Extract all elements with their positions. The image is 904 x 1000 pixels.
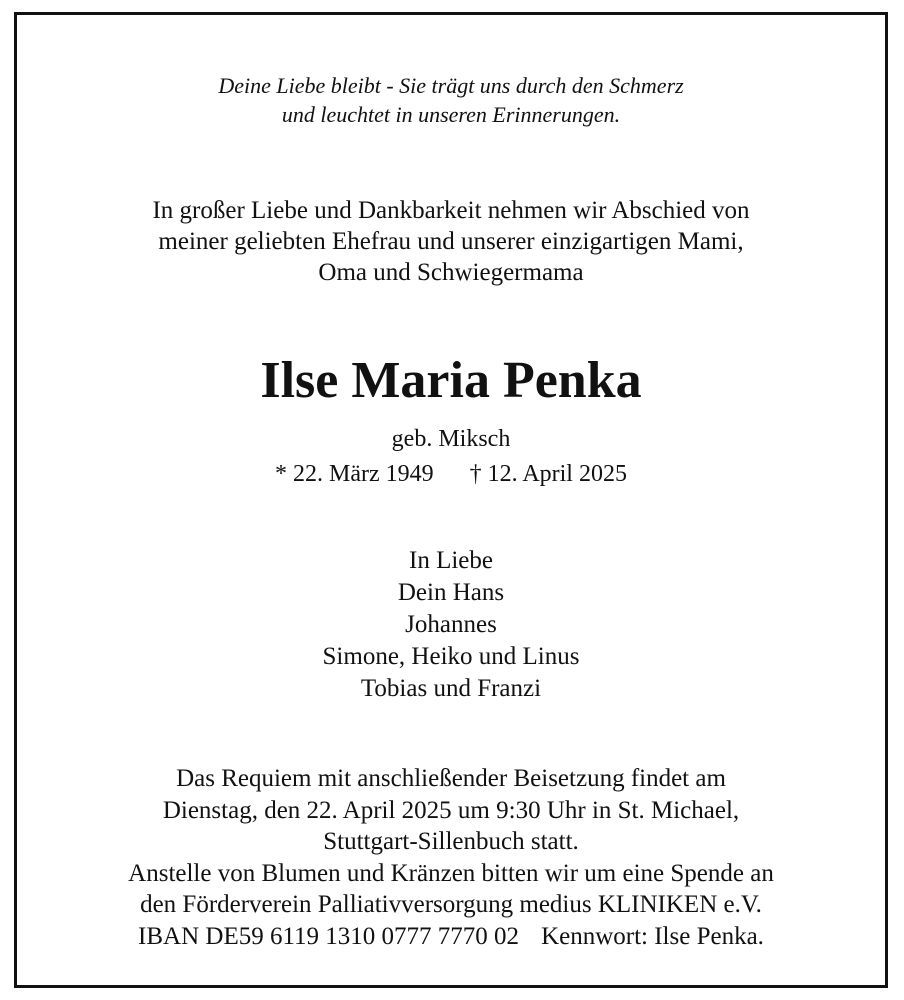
closing-phrase: In Liebe <box>409 547 493 574</box>
motto-line-2: und leuchtet in unseren Erinnerungen. <box>281 102 621 127</box>
service-line-3: Stuttgart-Sillenbuch statt. <box>323 828 579 855</box>
service-details <box>17 763 885 952</box>
donation-keyword: Kennwort: Ilse Penka. <box>541 922 764 950</box>
obituary-card <box>14 12 888 988</box>
life-dates <box>17 459 885 489</box>
intro-line-2: meiner geliebten Ehefrau und unserer einzigartigen Mami, <box>158 228 744 255</box>
farewell-intro <box>17 195 885 288</box>
birth-name: geb. Miksch <box>391 426 511 452</box>
death-date: † 12. April 2025 <box>469 461 627 487</box>
mourner-3: Simone, Heiko und Linus <box>322 643 580 670</box>
intro-line-1: In großer Liebe und Dankbarkeit nehmen wir Abschied von <box>152 197 750 224</box>
iban-number: IBAN DE59 6119 1310 0777 7770 02 <box>138 922 520 950</box>
motto-line-1: Deine Liebe bleibt - Sie trägt uns durch den Schmerz <box>218 73 684 98</box>
birth-date: * 22. März 1949 <box>275 461 434 487</box>
mourners-list <box>17 545 885 705</box>
mourner-4: Tobias und Franzi <box>360 675 542 702</box>
bank-details <box>17 921 885 953</box>
service-line-1: Das Requiem mit anschließender Beisetzung findet am <box>176 765 726 792</box>
mourner-2: Johannes <box>405 611 497 638</box>
intro-line-3: Oma und Schwiegermama <box>318 259 584 286</box>
deceased-name: Ilse Maria Penka <box>260 352 642 409</box>
donation-line-2: den Förderverein Palliativversorgung medius KLINIKEN e.V. <box>140 891 762 918</box>
donation-line-1: Anstelle von Blumen und Kränzen bitten wir um eine Spende an <box>128 859 774 887</box>
motto-quote <box>17 71 885 129</box>
mourner-1: Dein Hans <box>397 579 505 606</box>
service-line-2: Dienstag, den 22. April 2025 um 9:30 Uhr in St. Michael, <box>162 796 740 824</box>
